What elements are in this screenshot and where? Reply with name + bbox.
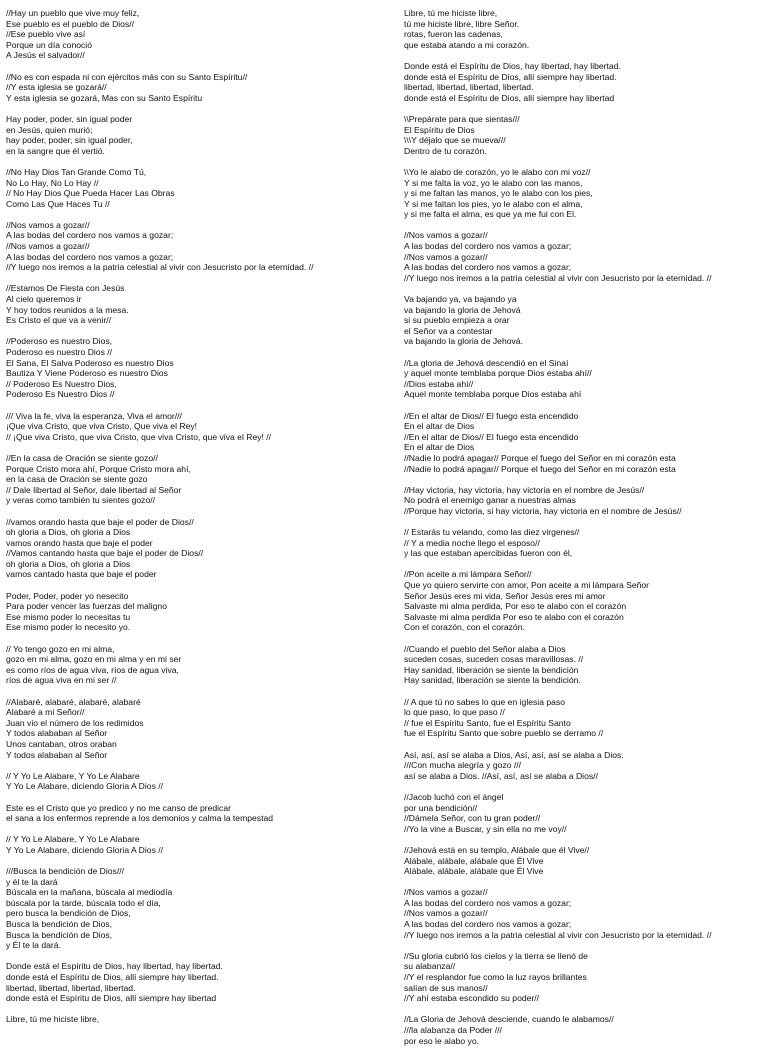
lyric-line: Donde está el Espíritu de Dios, hay libertad, hay libertad. xyxy=(404,60,621,71)
lyric-stanza xyxy=(6,72,388,104)
left-column xyxy=(6,8,388,1036)
lyric-line: //Estamos De Fiesta con Jesús xyxy=(6,283,125,294)
lyric-line: El Sana, El Salva Poderoso es nuestro Dios xyxy=(6,357,174,368)
lyric-line: //No Hay Dios Tan Grande Como Tú, xyxy=(6,166,147,177)
lyric-line: // Y Yo Le Alabare, Y Yo Le Alabare xyxy=(6,834,140,845)
lyric-stanza xyxy=(404,750,766,782)
lyric-line: //Porque hay victoria, si hay victoria, hay victoria en el nombre de Jesús// xyxy=(404,505,682,516)
lyric-line: //Jehová está en su templo, Alábale que él Vive// xyxy=(404,844,590,855)
lyric-line: Poderoso Es Nuestro Dios // xyxy=(6,389,115,400)
lyric-stanza xyxy=(404,569,766,633)
lyric-line: Es Cristo el que va a venir// xyxy=(6,315,112,326)
lyric-line: oh gloria a Dios, oh gloria a Dios xyxy=(6,558,131,569)
lyric-line: y Él te la dará. xyxy=(6,940,61,951)
lyric-line: //Yo la vine a Buscar, y sin ella no me voy// xyxy=(404,823,567,834)
lyric-line: //Nadie lo podrá apagar// Porque el fuego del Señor en mi corazón esta xyxy=(404,463,676,474)
lyric-line: ¡Que viva Cristo, que viva Cristo, Que viva el Rey! xyxy=(6,421,198,432)
lyric-line: Búscala en la mañana, búscala al mediodía xyxy=(6,887,173,898)
lyric-line: Alábale, alábale, alábale que Él Vive xyxy=(404,855,544,866)
lyric-line: //En la casa de Oración se siente gozo// xyxy=(6,452,158,463)
lyric-line: y las que estaban apercibidas fueron con él, xyxy=(404,548,573,559)
lyric-line: y si me falta el alma, es que ya me fui con El. xyxy=(404,209,577,220)
lyric-line: suceden cosas, suceden cosas maravillosas. // xyxy=(404,654,584,665)
lyric-stanza xyxy=(404,230,766,283)
lyric-line: y si me faltan las manos, yo le alabo con los pies, xyxy=(404,188,593,199)
lyric-stanza xyxy=(404,294,766,347)
lyric-line: Este es el Cristo que yo predico y no me canso de predicar xyxy=(6,802,231,813)
lyric-line: // fue el Espíritu Santo, fue el Espíritu Santo xyxy=(404,717,571,728)
lyric-line: Busca la bendición de Dios, xyxy=(6,929,113,940)
lyric-line: el sana a los enfermos reprende a los demonios y calma la tempestad xyxy=(6,813,274,824)
lyric-line: Alabaré a mi Señor// xyxy=(6,707,85,718)
lyric-line: // A que tú no sabes lo que en iglesia paso xyxy=(404,696,566,707)
lyric-line: Salvaste mi alma perdida Por eso te alabo con el corazón xyxy=(404,611,624,622)
lyric-line: //Nos vamos a gozar// xyxy=(404,251,488,262)
lyric-line: A Jesús el salvador// xyxy=(6,50,85,61)
lyric-line: Bautiza Y Viene Poderoso es nuestro Dios xyxy=(6,368,168,379)
lyric-line: //Dámela Señor, con tu gran poder// xyxy=(404,813,541,824)
lyric-stanza xyxy=(6,453,388,506)
lyric-line: //Pon aceite a mi lámpara Señor// xyxy=(404,569,532,580)
lyric-line: //Nos vamos a gozar// xyxy=(404,908,488,919)
lyric-stanza xyxy=(404,8,766,50)
lyric-line: Porque Cristo mora ahí, Porque Cristo mora ahí, xyxy=(6,463,191,474)
lyric-stanza xyxy=(404,485,766,517)
lyric-line: //Hay un pueblo que vive muy feliz, xyxy=(6,8,140,18)
lyric-line: oh gloria a Dios, oh gloria a Dios xyxy=(6,527,131,538)
lyric-line: //Y esta iglesia se gozará// xyxy=(6,82,107,93)
lyric-line: //Ese pueblo vive así xyxy=(6,29,86,40)
lyric-line: \\\Y déjalo que se mueva/// xyxy=(404,135,506,146)
lyric-line: Con el corazón, con el corazón. xyxy=(404,622,525,633)
lyric-stanza xyxy=(404,114,766,156)
lyric-stanza xyxy=(6,1014,388,1025)
lyric-line: No Lo Hay, No Lo Hay // xyxy=(6,177,99,188)
lyric-line: //Nos vamos a gozar// xyxy=(404,887,488,898)
lyric-stanza xyxy=(6,591,388,633)
lyric-line: //Y luego nos iremos a la patria celestial al vivir con Jesucristo por la eternidad. // xyxy=(404,272,712,283)
lyric-line: por una bendición// xyxy=(404,802,478,813)
lyric-line: //Poderoso es nuestro Dios, xyxy=(6,336,113,347)
lyric-line: Señor Jesús eres mi vida, Señor Jesús eres mi amor xyxy=(404,590,606,601)
lyric-line: Y todos alababan al Señor xyxy=(6,749,108,760)
lyric-line: //Vamos cantando hasta que baje el poder de Dios// xyxy=(6,548,204,559)
lyric-line: Y si me faltan los pies, yo le alabo con el alma, xyxy=(404,198,583,209)
lyric-line: A las bodas del cordero nos vamos a gozar; xyxy=(404,919,572,930)
lyric-line: va bajando la gloria de Jehová. xyxy=(404,336,523,347)
lyric-stanza xyxy=(404,527,766,559)
lyric-line: // Y a media noche llego el esposo// xyxy=(404,537,540,548)
lyric-line: Hay sanidad, liberación se siente la bendición xyxy=(404,664,579,675)
lyric-line: Ese mismo poder lo necesito yo. xyxy=(6,622,131,633)
lyric-line: ///la alabanza da Poder /// xyxy=(404,1025,502,1035)
lyric-stanza xyxy=(6,697,388,761)
lyric-line: Y todos alababan al Señor xyxy=(6,728,108,739)
lyric-line: //No es con espada ni con ejércitos más con su Santo Espíritu// xyxy=(6,71,248,82)
lyric-line: //Hay victoria, hay victoria, hay victoria en el nombre de Jesús// xyxy=(404,484,645,495)
lyric-line: y aquel monte temblaba porque Dios estaba ahí// xyxy=(404,368,592,379)
lyric-line: //Nos vamos a gozar// xyxy=(6,241,90,252)
lyric-stanza xyxy=(6,803,388,824)
lyric-stanza xyxy=(6,114,388,156)
lyric-line: Y esta iglesia se gozará, Mas con su Santo Espíritu xyxy=(6,92,203,103)
lyric-line: //Y luego nos iremos a la patria celestial al vivir con Jesucristo por la eternidad. // xyxy=(6,262,314,273)
lyric-line: //Y luego nos iremos a la patria celestial al vivir con Jesucristo por la eternidad. // xyxy=(404,929,712,940)
lyric-line: Libre, tú me hiciste libre, xyxy=(6,1014,100,1025)
lyric-line: //Y el resplandor fue como la luz rayos brillantes xyxy=(404,972,587,983)
lyric-line: //Nos vamos a gozar// xyxy=(404,230,488,241)
lyric-line: es como ríos de agua viva, ríos de agua viva, xyxy=(6,664,179,675)
lyric-line: // No Hay Dios Que Pueda Hacer Las Obras xyxy=(6,188,175,199)
lyric-line: fue el Espíritu Santo que sobre pueblo se derramo // xyxy=(404,728,604,739)
lyric-stanza xyxy=(404,411,766,475)
lyric-line: // Poderoso Es Nuestro Dios, xyxy=(6,378,117,389)
lyric-line: Busca la bendición de Dios, xyxy=(6,919,113,930)
lyric-line: //vamos orando hasta que baje el poder de Dios// xyxy=(6,516,194,527)
lyric-line: En el altar de Dios xyxy=(404,421,475,432)
lyric-stanza xyxy=(6,283,388,325)
lyric-stanza xyxy=(404,887,766,940)
lyric-line: ///Con mucha alegría y gozo /// xyxy=(404,760,522,771)
right-column xyxy=(404,8,766,1057)
lyric-line: rotas, fueron las cadenas, xyxy=(404,29,503,40)
lyric-line: Al cielo queremos ir xyxy=(6,294,82,305)
lyric-line: Que yo quiero servirte con amor, Pon aceite a mi lámpara Señor xyxy=(404,580,650,591)
lyric-line: /// Viva la fe, viva la esperanza, Viva el amor/// xyxy=(6,410,182,421)
lyric-line: donde está el Espíritu de Dios, allí siempre hay libertad xyxy=(6,993,217,1004)
lyric-stanza xyxy=(6,644,388,686)
lyric-line: // Dale libertad al Señor, dale libertad al Señor xyxy=(6,484,182,495)
lyric-line: gozo en mi alma, gozo en mi alma y en mi ser xyxy=(6,654,182,665)
lyric-line: \\Prepárate para que sientas/// xyxy=(404,113,520,124)
lyric-line: //La gloria de Jehová descendió en el Sinaí xyxy=(404,357,569,368)
lyric-line: vamos cantado hasta que baje el poder xyxy=(6,569,157,580)
lyric-line: hay poder, poder, sin igual poder, xyxy=(6,135,133,146)
lyric-line: pero busca la bendición de Dios, xyxy=(6,908,131,919)
lyric-line: //En el altar de Dios// El fuego esta encendido xyxy=(404,431,579,442)
lyric-stanza xyxy=(404,1014,766,1046)
lyric-stanza xyxy=(6,866,388,951)
lyric-line: Salvaste mi alma perdida, Por eso te alabo con el corazón xyxy=(404,601,627,612)
lyric-line: //Alabaré, alabaré, alabaré, alabaré xyxy=(6,696,141,707)
lyric-line: Y si me falta la voz, yo le alabo con las manos, xyxy=(404,177,583,188)
lyric-stanza xyxy=(404,358,766,400)
lyric-stanza xyxy=(6,220,388,273)
lyric-line: //Su gloria cubrió los cielos y la tierra se llenó de xyxy=(404,950,588,961)
lyric-line: //En el altar de Dios// El fuego esta encendido xyxy=(404,410,579,421)
lyric-stanza xyxy=(404,951,766,1004)
lyric-line: por eso le alabo yo. xyxy=(404,1035,480,1046)
lyric-line: libertad, libertad, libertad, libertad. xyxy=(6,982,136,993)
lyric-line: Dentro de tu corazón. xyxy=(404,145,487,156)
lyric-stanza xyxy=(6,771,388,792)
lyric-line: Hay poder, poder, sin igual poder xyxy=(6,113,133,124)
lyric-line: y veras como también tu sientes gozo// xyxy=(6,495,156,506)
lyric-line: salían de sus manos// xyxy=(404,982,488,993)
lyric-line: ///Busca la bendición de Dios/// xyxy=(6,866,124,877)
lyric-stanza xyxy=(6,411,388,443)
lyric-line: donde está el Espíritu de Dios, allí siempre hay libertad. xyxy=(6,972,219,983)
lyric-line: Para poder vencer las fuerzas del maligno xyxy=(6,601,167,612)
lyric-stanza xyxy=(6,8,388,61)
lyric-line: Unos cantaban, otros oraban xyxy=(6,738,117,749)
lyric-line: Poder, Poder, poder yo nesecito xyxy=(6,590,129,601)
lyric-line: tú me hiciste libre, libre Señor. xyxy=(404,18,520,29)
lyric-line: // Yo tengo gozo en mi alma, xyxy=(6,643,115,654)
lyric-line: donde está el Espíritu de Dios, allí siempre hay libertad. xyxy=(404,71,617,82)
lyric-line: Ese mismo poder lo necesitas tu xyxy=(6,611,131,622)
lyric-line: va bajando la gloria de Jehová xyxy=(404,304,521,315)
lyric-line: A las bodas del cordero nos vamos a gozar; xyxy=(6,251,174,262)
lyric-line: Y hoy todos reunidos a la mesa. xyxy=(6,304,129,315)
lyric-line: el Señor va a contestar xyxy=(404,325,493,336)
lyric-stanza xyxy=(6,834,388,855)
lyric-line: En el altar de Dios xyxy=(404,442,475,453)
lyric-line: El Espíritu de Dios xyxy=(404,124,475,135)
lyric-stanza xyxy=(6,336,388,400)
lyric-line: //La Gloria de Jehová desciende, cuando le alabamos// xyxy=(404,1014,614,1025)
lyric-line: Aquel monte temblaba porque Dios estaba ahí xyxy=(404,389,582,400)
lyric-stanza xyxy=(6,517,388,581)
lyric-line: en la sangre que él vertió. xyxy=(6,145,105,156)
lyric-line: A las bodas del cordero nos vamos a gozar; xyxy=(6,230,174,241)
lyric-line: su alabanza// xyxy=(404,961,456,972)
lyric-line: Libre, tú me hiciste libre, xyxy=(404,8,498,18)
lyric-line: // Y Yo Le Alabare, Y Yo Le Alabare xyxy=(6,770,140,781)
lyric-line: //Dios estaba ahí// xyxy=(404,378,474,389)
lyric-line: Así, así, así se alaba a Dios, Así, así, así se alaba a Dios. xyxy=(404,749,624,760)
lyric-line: Hay sanidad, liberación se siente la bendición. xyxy=(404,675,581,686)
lyric-stanza xyxy=(404,845,766,877)
lyric-line: Y Yo Le Alabare, diciendo Gloria A Dios // xyxy=(6,844,164,855)
lyric-line: A las bodas del cordero nos vamos a gozar; xyxy=(404,897,572,908)
lyric-stanza xyxy=(6,961,388,1003)
lyric-line: Y Yo Le Alabare, diciendo Gloria A Dios // xyxy=(6,781,164,792)
lyric-line: //Jacob luchó con el ángel xyxy=(404,791,504,802)
lyric-line: Va bajando ya, va bajando ya xyxy=(404,294,517,305)
lyric-line: búscala por la tarde, búscala todo el día, xyxy=(6,897,161,908)
lyric-line: //Y ahí estaba escondido su poder// xyxy=(404,993,540,1004)
lyric-line: y él te la dará xyxy=(6,876,58,887)
lyric-stanza xyxy=(404,644,766,686)
lyric-line: A las bodas del cordero nos vamos a gozar; xyxy=(404,262,572,273)
lyric-line: en Jesús, quien murió; xyxy=(6,124,93,135)
lyric-stanza xyxy=(404,792,766,834)
lyric-line: //Cuando el pueblo del Señor alaba a Dios xyxy=(404,643,566,654)
lyric-line: // ¡Que viva Cristo, que viva Cristo, que viva Cristo, que viva el Rey! // xyxy=(6,431,272,442)
lyric-line: Poderoso es nuestro Dios // xyxy=(6,347,113,357)
lyric-line: Donde está el Espíritu de Dios, hay libertad, hay libertad. xyxy=(6,961,223,972)
lyric-line: en la casa de Oración se siente gozo xyxy=(6,474,148,485)
lyric-stanza xyxy=(404,697,766,739)
lyric-line: // Estarás tu velando, como las diez virgenes// xyxy=(404,527,580,538)
lyric-line: Juan vio el número de los redimidos xyxy=(6,717,144,728)
lyric-line: si su pueblo empieza a orar xyxy=(404,315,510,326)
lyric-stanza xyxy=(6,167,388,209)
lyric-line: \\Yo le alabo de corazón, yo le alabo con mi voz// xyxy=(404,166,591,177)
lyric-line: lo que paso, lo que paso // xyxy=(404,707,505,718)
lyric-line: libertad, libertad, libertad, libertad. xyxy=(404,82,534,93)
lyric-line: así se alaba a Dios. //Así, así, así se alaba a Dios// xyxy=(404,770,598,781)
lyric-line: A las bodas del cordero nos vamos a gozar; xyxy=(404,241,572,252)
lyric-stanza xyxy=(404,167,766,220)
lyric-line: No podrá el enemigo ganar a nuestras almas xyxy=(404,495,576,506)
lyric-line: que estaba atando a mi corazón. xyxy=(404,39,530,50)
lyric-stanza xyxy=(404,61,766,103)
lyric-line: Alábale, alábale, alábale que Él Vive xyxy=(404,866,544,877)
lyric-line: ríos de agua viva en mi ser // xyxy=(6,675,117,686)
lyric-line: Como Las Que Haces Tu // xyxy=(6,198,110,209)
lyric-line: Porque un día conoció xyxy=(6,39,93,50)
lyric-line: Ese pueblo es el pueblo de Dios// xyxy=(6,18,135,29)
lyric-line: vamos orando hasta que baje el poder xyxy=(6,537,153,548)
lyric-line: //Nos vamos a gozar// xyxy=(6,219,90,230)
lyric-line: //Nadie lo podrá apagar// Porque el fuego del Señor en mi corazón esta xyxy=(404,452,676,463)
lyric-line: donde está el Espíritu de Dios, allí siempre hay libertad xyxy=(404,92,615,103)
